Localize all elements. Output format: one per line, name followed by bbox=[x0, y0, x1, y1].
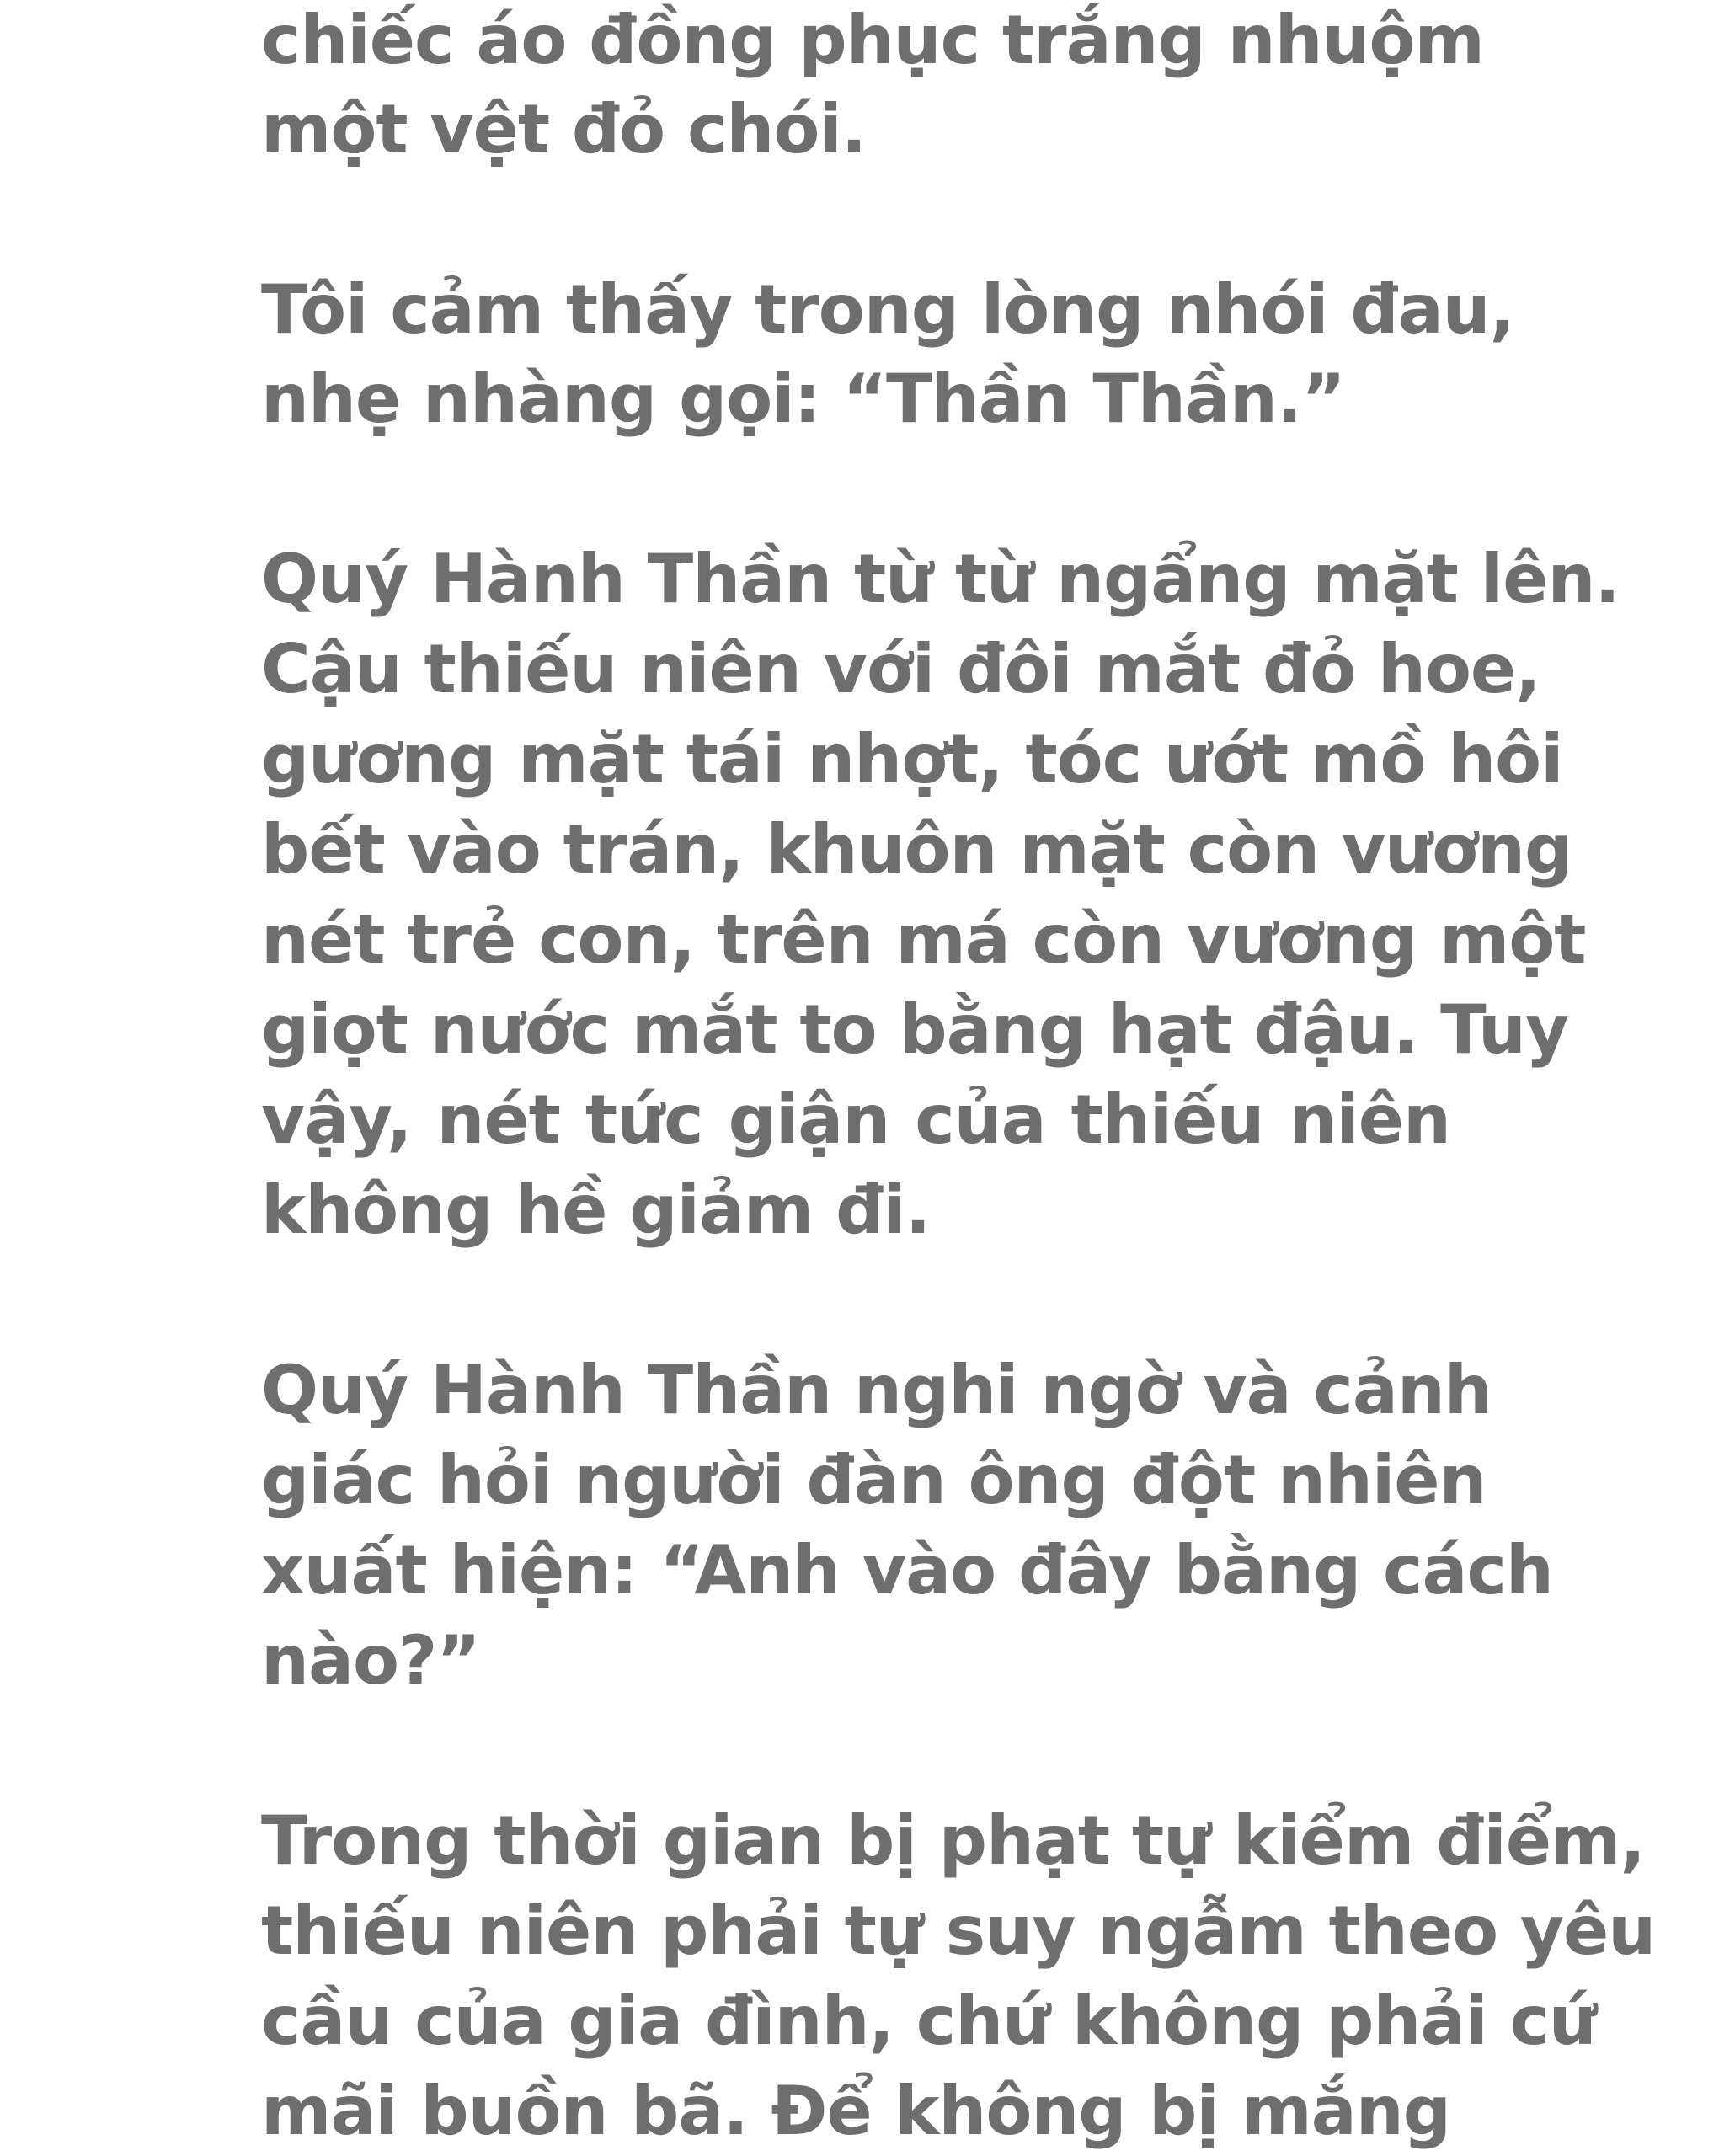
text-line: nét trẻ con, trên má còn vương một bbox=[261, 900, 1586, 979]
text-line: thiếu niên phải tự suy ngẫm theo yêu bbox=[261, 1892, 1656, 1970]
text-line: một vệt đỏ chói. bbox=[261, 90, 867, 168]
text-line: Quý Hành Thần nghi ngờ và cảnh bbox=[261, 1351, 1492, 1429]
text-line: nào?” bbox=[261, 1621, 480, 1700]
text-line: không hề giảm đi. bbox=[261, 1171, 931, 1249]
text-line: giọt nước mắt to bằng hạt đậu. Tuy bbox=[261, 990, 1569, 1069]
text-line: vậy, nét tức giận của thiếu niên bbox=[261, 1081, 1450, 1159]
text-line: Cậu thiếu niên với đôi mắt đỏ hoe, bbox=[261, 630, 1540, 708]
text-line: Tôi cảm thấy trong lòng nhói đau, bbox=[261, 270, 1515, 349]
text-line: giác hỏi người đàn ông đột nhiên bbox=[261, 1441, 1487, 1519]
text-line: Quý Hành Thần từ từ ngẩng mặt lên. bbox=[261, 540, 1620, 618]
text-line: cầu của gia đình, chứ không phải cứ bbox=[261, 1982, 1596, 2060]
text-line: bết vào trán, khuôn mặt còn vương bbox=[261, 810, 1572, 889]
text-line: mãi buồn bã. Để không bị mắng bbox=[261, 2072, 1450, 2150]
text-line: chiếc áo đồng phục trắng nhuộm bbox=[261, 1, 1484, 79]
text-line: Trong thời gian bị phạt tự kiểm điểm, bbox=[261, 1801, 1645, 1880]
text-line: gương mặt tái nhợt, tóc ướt mồ hôi bbox=[261, 720, 1563, 798]
text-line: nhẹ nhàng gọi: “Thần Thần.” bbox=[261, 360, 1345, 438]
text-line: xuất hiện: “Anh vào đây bằng cách bbox=[261, 1531, 1553, 1609]
